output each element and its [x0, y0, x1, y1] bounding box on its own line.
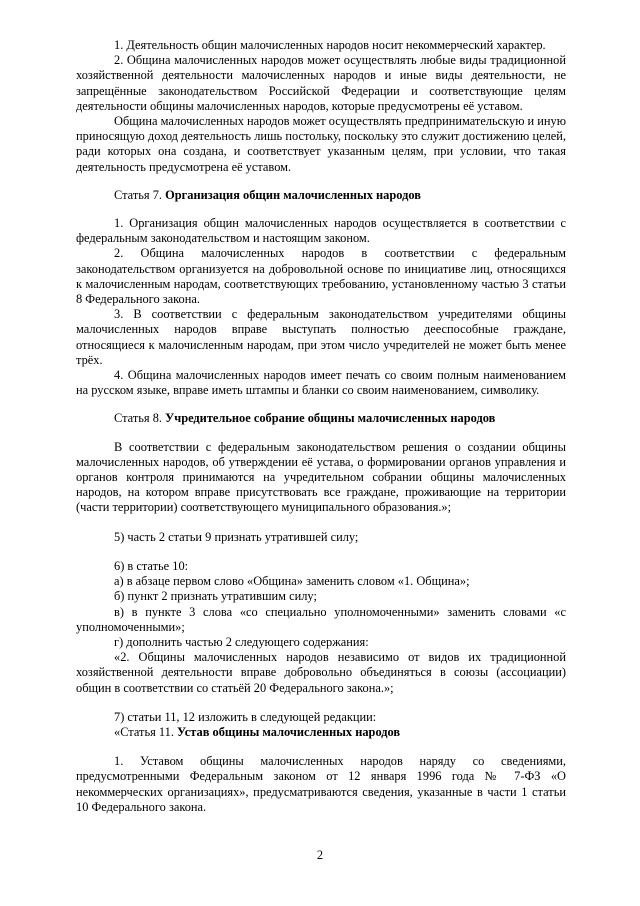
paragraph: 1. Уставом общины малочисленных народов наряду со сведениями, предусмотренными Федеральным законом от 12 января 1996 года № 7-ФЗ «О некоммерческих организациях», предусматриваются сведения, указанные в части 1 статьи 10 Федерального закона.	[76, 754, 566, 814]
document-page	[76, 38, 566, 815]
paragraph: 2. Община малочисленных народов в соответствии с федеральным законодательством организуется на добровольной основе по инициативе лиц, относящихся к малочисленным народам, соответствующих требованию, установленному частью 3 статьи 8 Федерального закона.	[76, 246, 566, 307]
article-11-heading	[76, 725, 566, 740]
article-8-heading	[76, 411, 566, 426]
article-7-heading	[76, 188, 566, 203]
page-number: 2	[316, 848, 324, 862]
amendment-subitem: «2. Общины малочисленных народов независимо от видов их традиционной хозяйственной деятельности вправе добровольно объединяться в союзы (ассоциации) общин в соответствии со статьёй 20 Федерального закона.»;	[76, 650, 566, 695]
article-8-title: Учредительное собрание общины малочисленных народов	[165, 411, 496, 426]
amendment-item-7: 7) статьи 11, 12 изложить в следующей редакции:	[114, 709, 377, 724]
paragraph: В соответствии с федеральным законодательством решения о создании общины малочисленных народов, об утверждении её устава, о формировании органов управления и органов контроля принимаются на учредительном собрании общины малочисленных народов, на котором вправе присутствовать все граждане, проживающие на территории (части территории) соответствующего муниципального образования.»;	[76, 439, 566, 515]
article-8-prefix: Статья 8.	[114, 411, 166, 426]
amendment-subitem: а) в абзаце первом слово «Община» заменить словом «1. Община»;	[114, 574, 470, 589]
paragraph: 4. Община малочисленных народов имеет печать со своим полным наименованием на русском языке, вправе иметь штампы и бланки со своим наименованием, символику.	[76, 368, 566, 398]
amendment-subitem: г) дополнить частью 2 следующего содержания:	[114, 634, 369, 649]
amendment-subitem: б) пункт 2 признать утратившим силу;	[114, 589, 317, 604]
paragraph: 3. В соответствии с федеральным законодательством учредителями общины малочисленных народов вправе выступать полностью дееспособные граждане, относящиеся к малочисленным народам, при этом число учредителей не может быть менее трёх.	[76, 307, 566, 367]
article-11-prefix: «Статья 11.	[114, 724, 178, 739]
amendment-subitem: в) в пункте 3 слова «со специально уполномоченными» заменить словами «с уполномоченными»;	[76, 604, 566, 634]
article-7-prefix: Статья 7.	[114, 187, 166, 202]
paragraph: 1. Организация общин малочисленных народов осуществляется в соответствии с федеральным законодательством и настоящим законом.	[76, 216, 566, 246]
paragraph: 1. Деятельность общин малочисленных народов носит некоммерческий характер.	[114, 38, 546, 52]
paragraph: 2. Община малочисленных народов может осуществлять любые виды традиционной хозяйственной деятельности малочисленных народов и иные виды деятельности, не запрещённые законодательством Российской Федерации и соответствующие целям деятельности общины малочисленных народов, которые предусмотрены её уставом.	[76, 53, 566, 113]
article-11-title: Устав общины малочисленных народов	[177, 724, 401, 739]
paragraph: Община малочисленных народов может осуществлять предпринимательскую и иную приносящую доход деятельность лишь постольку, поскольку это служит достижению целей, ради которых она создана, и соответствует указанным целям, при условии, что такая деятельность предусмотрена её уставом.	[76, 114, 566, 174]
amendment-item-6: 6) в статье 10:	[114, 558, 189, 573]
article-7-title: Организация общин малочисленных народов	[165, 187, 421, 202]
amendment-item-5: 5) часть 2 статьи 9 признать утратившей силу;	[114, 529, 359, 544]
